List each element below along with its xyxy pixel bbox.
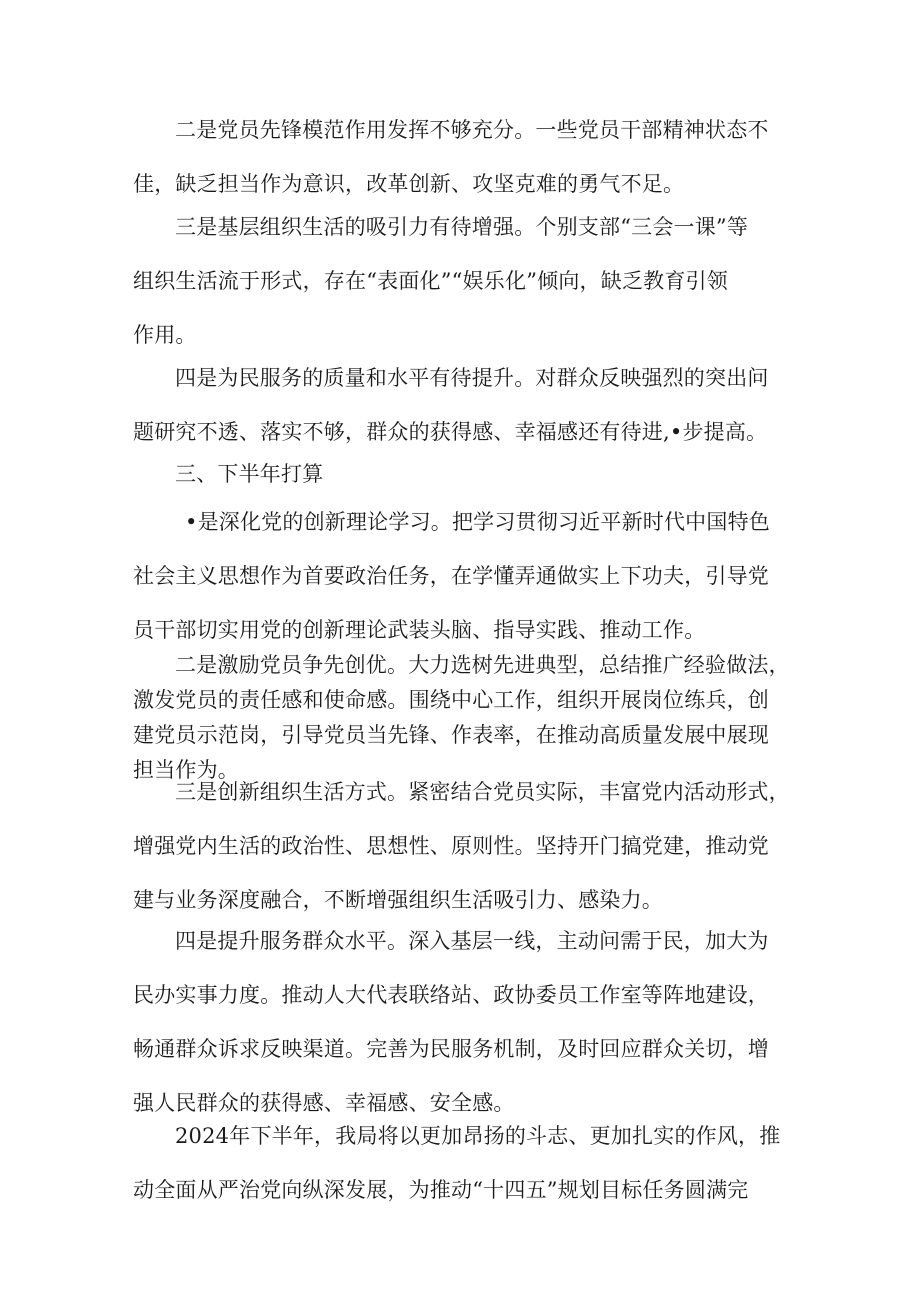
text-line: 激发党员的责任感和使命感。围绕中心工作，组织开展岗位练兵，创 [133,688,769,712]
text-line: 2024年下半年，我局将以更加昂扬的斗志、更加扎实的作风，推 [175,1124,781,1148]
section-heading-text: 三、下半年打算 [175,462,324,486]
paragraph-serve-public [133,914,788,1130]
paragraph-innovate-life [133,765,788,927]
text-line: 二是党员先锋模范作用发挥不够充分。一些党员干部精神状态不 [175,118,769,142]
text-line: 建与业务深度融合，不断增强组织生活吸引力、感染力。 [133,888,663,912]
text-line: 题研究不透、落实不够，群众的获得感、幸福感还有待进,•步提高。 [133,420,768,444]
paragraph-public-service [133,351,788,459]
text-line: 四是为民服务的质量和水平有待提升。对群众反映强烈的突出问 [175,366,769,390]
text-line: 作用。 [133,323,197,347]
paragraph-conclusion [133,1109,788,1217]
text-line: 畅通群众诉求反映渠道。完善为民服务机制，及时回应群众关切，增 [133,1037,769,1061]
text-line: 三是基层组织生活的吸引力有待增强。个别支部“三会一课”等 [175,215,749,239]
text-line: 增强党内生活的政治性、思想性、原则性。坚持开门搞党建，推动党 [133,834,769,858]
text-line: 担当作为。 [133,758,239,782]
text-line: 员干部切实用党的创新理论武装头脑、指导实践、推动工作。 [133,618,706,642]
text-line: 四是提升服务群众水平。深入基层一线，主动问需于民，加大为 [175,929,769,953]
text-line: 组织生活流于形式，存在“表面化”“娱乐化”倾向，缺乏教育引领 [133,269,728,293]
text-line: 强人民群众的获得感、幸福感、安全感。 [133,1091,515,1115]
text-line: •是深化党的创新理论学习。把学习贯彻习近平新时代中国特色 [185,510,770,534]
text-line: 三是创新组织生活方式。紧密结合党员实际，丰富党内活动形式， [175,780,790,804]
paragraph-theory-study [133,495,788,657]
paragraph-party-members-role [133,103,788,211]
text-line: 社会主义思想作为首要政治任务，在学懂弄通做实上下功夫，引导党 [133,564,769,588]
text-line: 民办实事力度。推动人大代表联络站、政协委员工作室等阵地建设， [133,983,769,1007]
text-line: 二是激励党员争先创优。大力选树先进典型，总结推广经验做法， [175,653,790,677]
paragraph-organization-life [133,200,788,362]
text-line: 动全面从严治党向纵深发展，为推动“十四五”规划目标任务圆满完 [133,1178,749,1202]
section-heading-plan [133,447,788,501]
text-line: 建党员示范岗，引导党员当先锋、作表率，在推动高质量发展中展现 [133,723,769,747]
text-line: 佳，缺乏担当作为意识，改革创新、攻坚克难的勇气不足。 [133,172,685,196]
